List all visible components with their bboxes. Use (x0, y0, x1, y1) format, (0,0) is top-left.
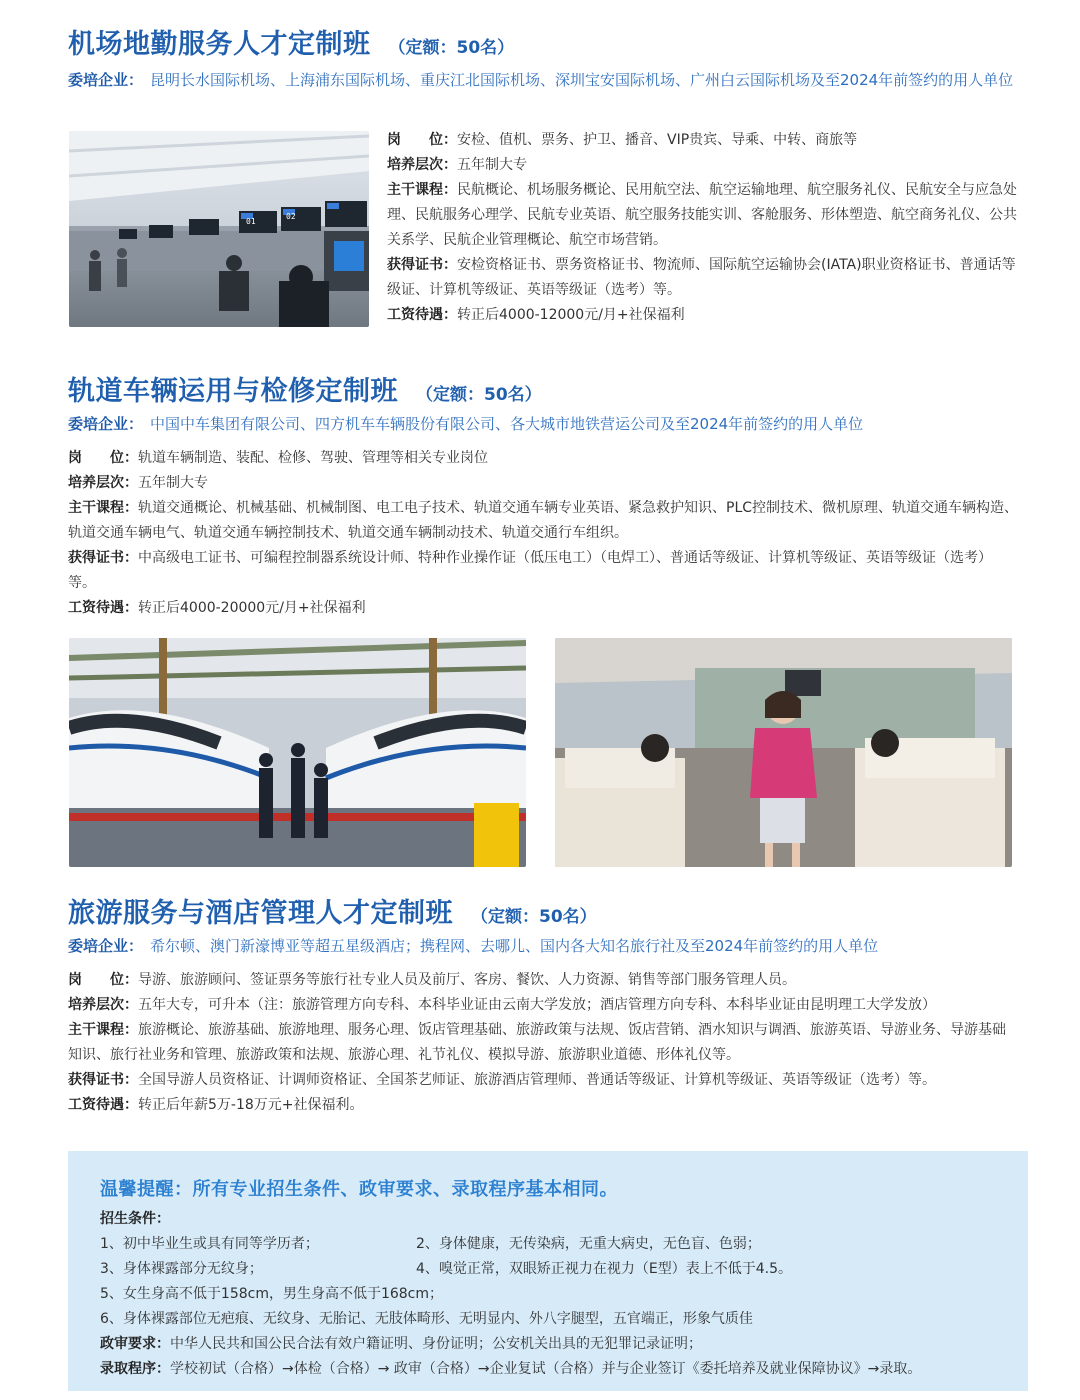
tourism-position-row (68, 968, 1018, 993)
rail-salary: 转正后4000-20000元/月+社保福利 (138, 600, 366, 616)
condition-1: 1、初中毕业生或具有同等学历者； (100, 1236, 319, 1252)
rail-cert: 中高级电工证书、可编程控制器系统设计师、特种作业操作证（低压电工）（电焊工）、普通话等级证、计算机等级证、英语等级证（选考）等。 (68, 550, 992, 591)
rail-section-heading (68, 369, 542, 408)
rail-sponsor-label: 委培企业： (68, 415, 144, 433)
airport-section-title: 机场地勤服务人才定制班 (68, 29, 371, 60)
reminder-content (100, 1207, 1000, 1382)
airport-sponsor (68, 67, 1018, 123)
condition-row-2 (100, 1257, 1000, 1282)
airport-salary-row (387, 303, 1017, 328)
tourism-salary: 转正后年薪5万-18万元+社保福利。 (138, 1097, 364, 1113)
airport-courses: 民航概论、机场服务概论、民用航空法、航空运输地理、航空服务礼仪、民航安全与应急处理、民航服务心理学、民航专业英语、航空服务技能实训、客舱服务、形体塑造、航空商务礼仪、公共关系学、民航企业管理概论、航空市场营销。 (387, 182, 1017, 248)
tourism-cert-row (68, 1068, 1018, 1093)
condition-3: 3、身体裸露部分无纹身； (100, 1261, 263, 1277)
tourism-position: 导游、旅游顾问、签证票务等旅行社专业人员及前厅、客房、餐饮、人力资源、销售等部门服务管理人员。 (138, 972, 796, 988)
airport-level-row (387, 153, 1017, 178)
tourism-info (68, 968, 1018, 1118)
reminder-title: 温馨提醒：所有专业招生条件、政审要求、录取程序基本相同。 (100, 1179, 618, 1200)
airport-checkin-photo (69, 131, 369, 327)
admission-conditions-label: 招生条件： (100, 1211, 170, 1227)
rail-position-row (68, 446, 1018, 471)
airport-section-heading (68, 22, 514, 61)
airport-salary-label: 工资待遇： (387, 307, 457, 323)
rail-salary-label: 工资待遇： (68, 600, 138, 616)
airport-position-row (387, 128, 1017, 153)
airport-position: 安检、值机、票务、护卫、播音、VIP贵宾、导乘、中转、商旅等 (457, 132, 858, 148)
tourism-position-label: 岗 位： (68, 972, 138, 988)
tourism-sponsor-label: 委培企业： (68, 937, 144, 955)
airport-cert-row (387, 253, 1017, 303)
tourism-courses-label: 主干课程： (68, 1022, 138, 1038)
tourism-cert: 全国导游人员资格证、计调师资格证、全国茶艺师证、旅游酒店管理师、普通话等级证、计算机等级证、英语等级证（选考）等。 (138, 1072, 936, 1088)
tourism-sponsor (68, 933, 1018, 961)
airport-level: 五年制大专 (457, 157, 527, 173)
review-row (100, 1332, 1000, 1357)
airport-sign-02: 02 (286, 212, 296, 221)
rail-info (68, 446, 1018, 621)
review-text: 中华人民共和国公民合法有效户籍证明、身份证明；公安机关出具的无犯罪记录证明； (170, 1336, 702, 1352)
admission-row (100, 1357, 1000, 1382)
rail-courses-label: 主干课程： (68, 500, 138, 516)
tourism-sponsor-text: 希尔顿、澳门新濠博亚等超五星级酒店；携程网、去哪儿、国内各大知名旅行社及至2024年前签约的用人单位 (150, 937, 879, 955)
tourism-cert-label: 获得证书： (68, 1072, 138, 1088)
tourism-level-label: 培养层次： (68, 997, 138, 1013)
airport-salary: 转正后4000-12000元/月+社保福利 (457, 307, 685, 323)
tour-guide-bus-photo (555, 638, 1012, 867)
rail-cert-label: 获得证书： (68, 550, 138, 566)
rail-level: 五年制大专 (138, 475, 208, 491)
tourism-level: 五年大专，可升本（注：旅游管理方向专科、本科毕业证由云南大学发放；酒店管理方向专科、本科毕业证由昆明理工大学发放） (138, 997, 936, 1013)
airport-level-label: 培养层次： (387, 157, 457, 173)
rail-level-label: 培养层次： (68, 475, 138, 491)
tourism-courses: 旅游概论、旅游基础、旅游地理、服务心理、饭店管理基础、旅游政策与法规、饭店营销、酒水知识与调酒、旅游英语、导游业务、导游基础知识、旅行社业务和管理、旅游政策和法规、旅游心理、礼节礼仪、模拟导游、旅游职业道德、形体礼仪等。 (68, 1022, 1006, 1063)
rail-sponsor (68, 411, 1018, 439)
tourism-level-row (68, 993, 1018, 1018)
tourism-salary-label: 工资待遇： (68, 1097, 138, 1113)
train-maintenance-photo (69, 638, 526, 867)
rail-salary-row (68, 596, 1018, 621)
rail-quota: （定额：50名） (416, 385, 542, 405)
airport-position-label: 岗 位： (387, 132, 457, 148)
airport-cert: 安检资格证书、票务资格证书、物流师、国际航空运输协会(IATA)职业资格证书、普通话等级证、计算机等级证、英语等级证（选考）等。 (387, 257, 1016, 298)
condition-5: 5、女生身高不低于158cm，男生身高不低于168cm； (100, 1286, 444, 1302)
tourism-courses-row (68, 1018, 1018, 1068)
rail-position: 轨道车辆制造、装配、检修、驾驶、管理等相关专业岗位 (138, 450, 488, 466)
airport-sponsor-label: 委培企业： (68, 71, 144, 89)
review-label: 政审要求： (100, 1336, 170, 1352)
tourism-section-heading (68, 891, 597, 930)
rail-position-label: 岗 位： (68, 450, 138, 466)
airport-courses-row (387, 178, 1017, 253)
airport-sign-01: 01 (246, 217, 256, 226)
condition-6: 6、身体裸露部位无疤痕、无纹身、无胎记、无肢体畸形、无明显内、外八字腿型，五官端正，形象气质佳 (100, 1311, 753, 1327)
rail-courses-row (68, 496, 1018, 546)
rail-courses: 轨道交通概论、机械基础、机械制图、电工电子技术、轨道交通车辆专业英语、紧急救护知识、PLC控制技术、微机原理、轨道交通车辆构造、轨道交通车辆电气、轨道交通车辆控制技术、轨道交通车辆制动技术、轨道交通行车组织。 (68, 500, 1019, 541)
tourism-salary-row (68, 1093, 1018, 1118)
condition-row-1 (100, 1232, 1000, 1257)
airport-quota: （定额：50名） (388, 38, 515, 58)
airport-info (387, 128, 1017, 328)
admission-text: 学校初试（合格）→体检（合格）→ 政审（合格）→企业复试（合格）并与企业签订《委托培养及就业保障协议》→录取。 (170, 1361, 922, 1377)
admission-label: 录取程序： (100, 1361, 170, 1377)
airport-sponsor-text: 昆明长水国际机场、上海浦东国际机场、重庆江北国际机场、深圳宝安国际机场、广州白云国际机场及至2024年前签约的用人单位 (150, 71, 1014, 89)
rail-level-row (68, 471, 1018, 496)
rail-sponsor-text: 中国中车集团有限公司、四方机车车辆股份有限公司、各大城市地铁营运公司及至2024年前签约的用人单位 (150, 415, 864, 433)
reminder-box (68, 1151, 1028, 1391)
airport-cert-label: 获得证书： (387, 257, 457, 273)
rail-section-title: 轨道车辆运用与检修定制班 (68, 376, 398, 407)
airport-courses-label: 主干课程： (387, 182, 457, 198)
condition-2: 2、身体健康，无传染病，无重大病史，无色盲、色弱； (416, 1236, 761, 1252)
rail-cert-row (68, 546, 1018, 596)
tourism-section-title: 旅游服务与酒店管理人才定制班 (68, 898, 453, 929)
condition-4: 4、嗅觉正常，双眼矫正视力在视力（E型）表上不低于4.5。 (416, 1261, 793, 1277)
tourism-quota: （定额：50名） (471, 907, 597, 927)
